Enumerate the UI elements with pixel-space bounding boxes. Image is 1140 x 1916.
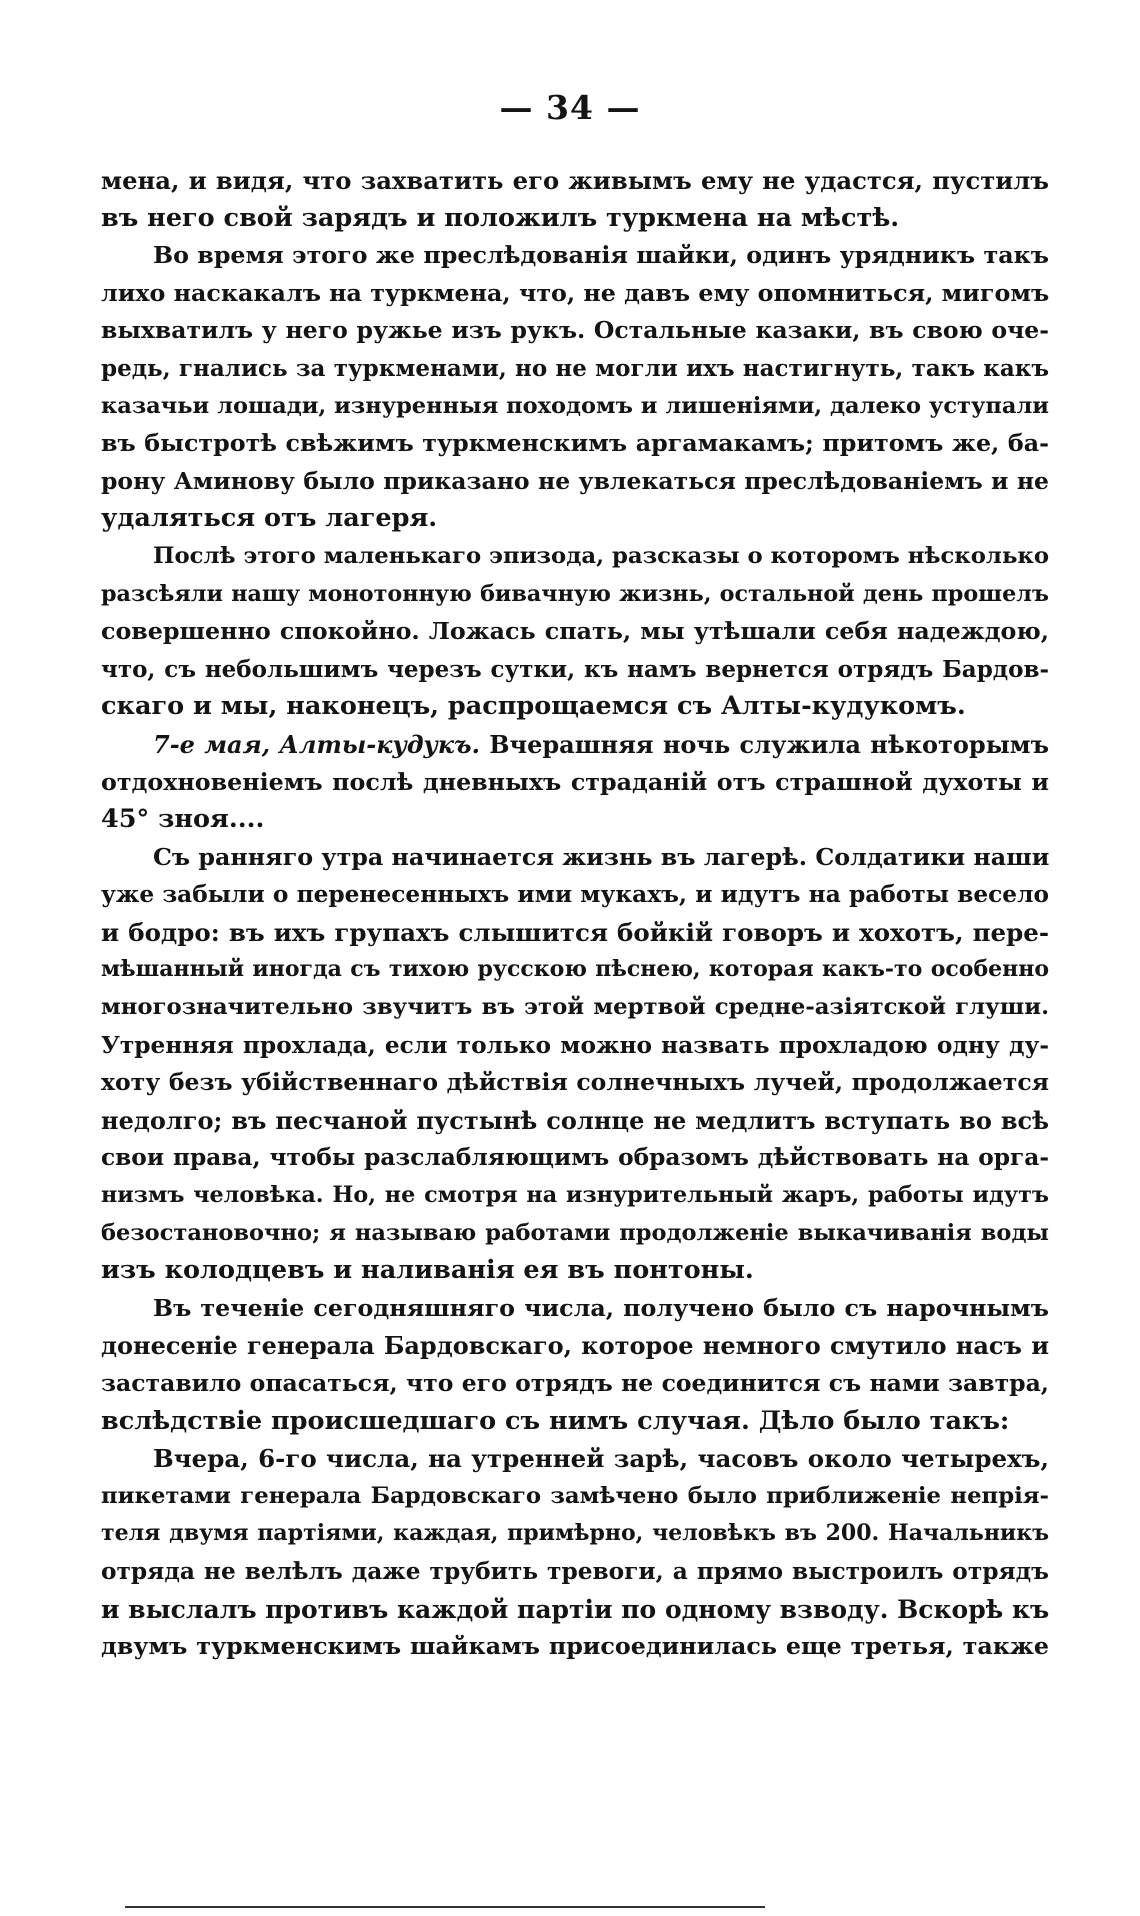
- text-line: безостановочно; я называю работами продолженіе выкачиванія воды: [101, 1219, 1049, 1246]
- text-line: редь, гнались за туркменами, но не могли ихъ настигнуть, такъ какъ: [101, 354, 1049, 382]
- text-line: и бодро: въ ихъ групахъ слышится бойкій говоръ и хохотъ, пере-: [101, 917, 1049, 947]
- text-line: заставило опасаться, что его отрядъ не соединится съ нами завтра,: [101, 1369, 1049, 1397]
- text-line: Вчера, 6-го числа, на утренней зарѣ, часовъ около четырехъ,: [153, 1444, 1049, 1474]
- body-text: [101, 162, 1049, 1666]
- text-line: разсѣяли нашу монотонную бивачную жизнь, остальной день прошелъ: [101, 580, 1049, 607]
- text-line: низмъ человѣка. Но, не смотря на изнурительный жаръ, работы идутъ: [101, 1182, 1049, 1209]
- text-line: выхватилъ у него ружье изъ рукъ. Остальные казаки, въ свою оче-: [101, 316, 1049, 345]
- text-line: хоту безъ убійственнаго дѣйствія солнечныхъ лучей, продолжается: [101, 1068, 1049, 1097]
- text-line: донесеніе генерала Бардовскаго, которое немного смутило насъ и: [101, 1331, 1049, 1361]
- text-line: Послѣ этого маленькаго эпизода, разсказы о которомъ нѣсколько: [153, 542, 1049, 569]
- text-fragment: Вчерашняя ночь служила нѣкоторымъ: [489, 729, 1049, 759]
- text-line: Въ теченіе сегодняшняго числа, получено было съ нарочнымъ: [153, 1293, 1049, 1322]
- text-line: удаляться отъ лагеря.: [101, 503, 438, 534]
- text-line: Во время этого же преслѣдованія шайки, одинъ урядникъ такъ: [153, 241, 1049, 270]
- text-line: мена, и видя, что захватить его живымъ ему не удастся, пустилъ: [101, 166, 1049, 195]
- text-line: 45° зноя....: [101, 804, 265, 835]
- text-line: пикетами генерала Бардовскаго замѣчено было приближеніе непрія-: [101, 1482, 1049, 1509]
- text-line: недолго; въ песчаной пустынѣ солнце не медлитъ вступать во всѣ: [101, 1105, 1049, 1135]
- text-line: въ быстротѣ свѣжимъ туркменскимъ аргамакамъ; притомъ же, ба-: [101, 429, 1049, 458]
- text-line: скаго и мы, наконецъ, распрощаемся съ Алты-кудукомъ.: [101, 691, 966, 722]
- text-line: рону Аминову было приказано не увлекаться преслѣдованіемъ и не: [101, 466, 1049, 495]
- text-line: мѣшанный иногда съ тихою русскою пѣснею, которая какъ-то особенно: [101, 956, 1049, 983]
- text-line: что, съ небольшимъ черезъ сутки, къ намъ вернется отрядъ Бардов-: [101, 655, 1049, 683]
- text-line: многозначительно звучитъ въ этой мертвой средне-азіятской глуши.: [101, 994, 1049, 1021]
- text-line: [101, 726, 1049, 764]
- text-line: Утренняя прохлада, если только можно назвать прохладою одну ду-: [101, 1031, 1049, 1059]
- text-line: изъ колодцевъ и наливанія ея въ понтоны.: [101, 1255, 754, 1286]
- text-line: вслѣдствіе происшедшаго съ нимъ случая. Дѣло было такъ:: [101, 1405, 1010, 1436]
- text-line: отдохновеніемъ послѣ дневныхъ страданій отъ страшной духоты и: [101, 767, 1049, 796]
- text-line: теля двумя партіями, каждая, примѣрно, человѣкъ въ 200. Начальникъ: [101, 1520, 1049, 1547]
- text-line: двумъ туркменскимъ шайкамъ присоединилась еще третья, также: [101, 1632, 1049, 1661]
- page-number: — 34 —: [499, 88, 641, 127]
- text-line: казачьи лошади, изнуренныя походомъ и лишеніями, далеко уступали: [101, 392, 1049, 419]
- date-heading: 7-е мая, Алты-кудукъ.: [153, 729, 480, 759]
- text-line: отряда не велѣлъ даже трубить тревоги, а прямо выстроилъ отрядъ: [101, 1557, 1049, 1585]
- text-line: и выслалъ противъ каждой партіи по одному взводу. Вскорѣ къ: [101, 1594, 1049, 1624]
- text-line: въ него свой зарядъ и положилъ туркмена на мѣстѣ.: [101, 202, 900, 233]
- text-line: уже забыли о перенесенныхъ ими мукахъ, и идутъ на работы весело: [101, 881, 1049, 909]
- text-line: совершенно спокойно. Ложась спать, мы утѣшали себя надеждою,: [101, 617, 1049, 646]
- text-line: Съ ранняго утра начинается жизнь въ лагерѣ. Солдатики наши: [153, 842, 1049, 871]
- text-line: лихо наскакалъ на туркмена, что, не давъ ему опомниться, мигомъ: [101, 278, 1049, 307]
- text-line: свои права, чтобы разслабляющимъ образомъ дѣйствовать на орга-: [101, 1144, 1049, 1172]
- bottom-rule: [125, 1906, 765, 1908]
